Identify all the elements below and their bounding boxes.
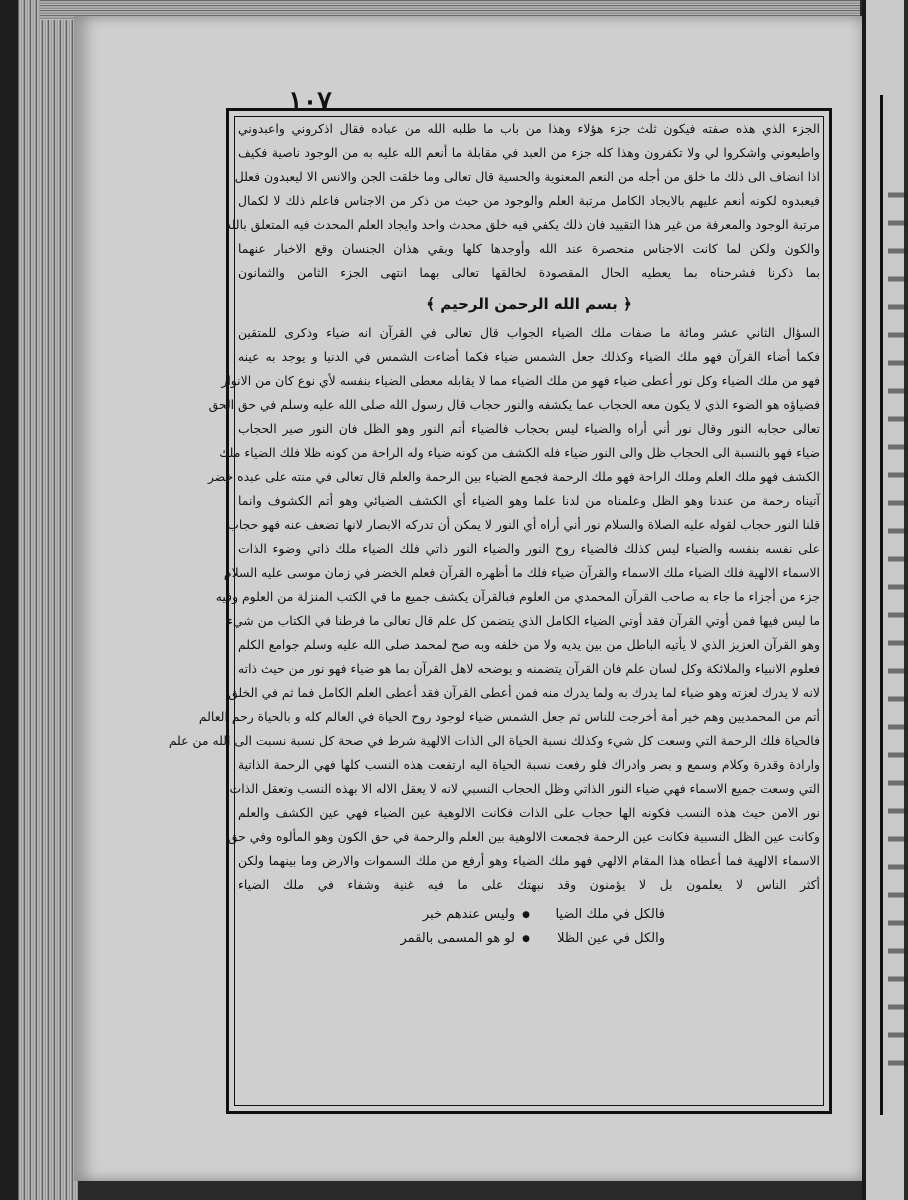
facing-page-text: [888, 180, 908, 1080]
text-line: جزء من أجزاء ما جاء به صاحب القرآن المحمدي من العلوم فبالقرآن يكشف جميع ما في الكتب المنزلة من العلوم وفيه: [215, 589, 820, 604]
verse-hemistich: فالكل في ملك الضيا: [555, 907, 665, 922]
text-line: التي وسعت جميع الاسماء فهي ضياء النور الذاتي وظل الحجاب النسبي لانه لا يعقل الاله الا بهذه النسب وتعقل الذات: [229, 781, 820, 796]
text-line: وارادة وقدرة وكلام وسمع و بصر وادراك فلو رفعت نسبة الحياة اليه ارتفعت هذه النسب كلها فهي الرحمة الذاتية: [238, 757, 820, 772]
text-line: مرتبة الوجود والمعرفة من غير هذا التقييد فان ذلك يكفي فيه خلق محدث واحد وايجاد العلم المحدث فيه المتعلق بالله: [225, 217, 820, 232]
verse-hemistich: لو هو المسمى بالقمر: [400, 931, 515, 946]
basmala-heading: ﴿ بسم الله الرحمن الرحيم ﴾: [426, 295, 632, 313]
text-line: السؤال الثاني عشر ومائة ما صفات ملك الضياء الجواب قال تعالى في القرآن انه ضياء وذكرى للمتقين: [238, 325, 820, 340]
text-line: فضياؤه هو الضوء الذي لا يكون معه الحجاب عما يكشفه والنور حجاب قال رسول الله صلى الله عليه وسلم في حق الحق: [208, 397, 820, 412]
text-line: فكما أضاء القرآن فهو ملك الضياء وكذلك جعل الشمس ضياء فكما أضاءت الشمس في الدنيا و يوجد به عينه: [238, 349, 820, 364]
text-line: آتيناه رحمة من عندنا وهو الظل وعلمناه من لدنا علما وهو الضياء أي الكشف الضيائي وهو أتم الكشوف وانما: [238, 493, 820, 508]
text-line: واطيعوني واشكروا لي ولا تكفرون وهذا كله جزء من العبد في مقابلة ما أنعم الله عليه به من الوجود ناصية فكيف: [238, 145, 820, 160]
text-line: الاسماء الالهية فما أعطاه هذا المقام الالهي فهو ملك الضياء وهو أرفع من ملك السموات والارض وما بينهما ولكن: [238, 853, 820, 868]
text-line: ضياء فهو بالنسبة الى الحجاب ظل والى النور ضياء فله الكشف من كونه ضياء وله الراحة من كونه ظلا فلك الضياء ملك: [219, 445, 820, 460]
text-line: قلنا النور حجاب لقوله عليه الصلاة والسلام نور أني أراه أي النور لا يمكن أن تدركه الابصار لانها تضعف عنه فهو حجاب: [227, 517, 820, 532]
text-line: فعلوم الانبياء والملائكة وكل لسان علم فان القرآن يتضمنه و يوضحه لاهل القرآن بما هو ضياء فهو نور من حيث ذاته: [238, 661, 820, 676]
text-line: الكشف فهو ملك العلم وملك الراحة فهو ملك الرحمة فجمع الضياء بين الرحمة والعلم قال تعالى في منته على عبده خضر: [207, 469, 820, 484]
text-line: اذا انضاف الى ذلك ما خلق من أجله من النعم المعنوية والحسية قال تعالى وما خلقت الجن والانس الا ليعبدون فعلل: [234, 169, 820, 184]
text-line: ما ليس فيها فمن أوتي القرآن فقد أوتي الضياء الكامل الذي يتضمن كل علم قال تعالى ما فرطنا في الكتاب من شيء: [227, 613, 820, 628]
text-line: وهو القرآن العزيز الذي لا يأتيه الباطل من بين يديه ولا من خلفه وبه صح لمحمد صلى الله عليه وسلم جوامع الكلم: [238, 637, 820, 652]
verse-separator: ●: [522, 934, 530, 944]
text-line: فهو من ملك الضياء وكل نور أعطى ضياء فهو من ملك الضياء مما لا يقابله معطى الضياء بنفسه لأي نوع كان من الانوار: [221, 373, 820, 388]
verse-hemistich: والكل في عين الظلا: [557, 931, 665, 946]
facing-page: [862, 0, 904, 1200]
text-line: نور الامن حيث هذه النسب فكونه الها حجاب على الذات فكانت الالوهية عين الضياء فهي عين الكشف والعلم: [238, 805, 820, 820]
text-line: لانه لا يدرك لعزته وهو ضياء لما يدرك به ولما يدرك منه فمن أعطى القرآن فقد أعطى العلم الكامل فما ثم في الخلق: [228, 685, 820, 700]
text-line: الجزء الذي هذه صفته فيكون ثلث جزء هؤلاء وهذا من باب ما طلبه الله من عباده فقال اذكروني واعبدوني: [238, 121, 820, 136]
text-line: وكانت عين الظل النسبية فكانت عين الرحمة فجمعت الالوهية بين العلم والرحمة في حق الكون وهو المألوه وفي حق: [227, 829, 820, 844]
text-line: أتم من المحمديين وهم خير أمة أخرجت للناس ثم جعل الشمس ضياء لوجود روح الحياة في العالم كله و بالحياة رحم العالم: [198, 709, 820, 724]
book-binding-shadow: [0, 0, 18, 1200]
text-line: الاسماء الالهية فلك الضياء ملك الاسماء والقرآن ضياء فلك ما أظهره القرآن فعلم الخضر في زمان موسى عليه السلام: [223, 565, 820, 580]
text-line: تعالى حجابه النور وقال نور أني أراه والضياء ليس بحجاب فالضياء أتم النور وهو الظل فان النور صير الحجاب: [238, 421, 820, 436]
verse-hemistich: وليس عندهم خبر: [422, 907, 515, 922]
text-line: فالحياة فلك الرحمة التي وسعت كل شيء وكذلك نسبة الحياة الى الذات الالهية شرط في صحة كل نسبة نسبت الى الله من علم: [168, 733, 820, 748]
facing-page-frame: [880, 95, 883, 1115]
text-line: على نفسه بنفسه والضياء ليس كذلك فالضياء روح النور والضياء النور ذاتي فلك الضياء ملك ذاتي وضوء الذات: [238, 541, 820, 556]
text-line: والكون ولكن لما كانت الاجناس منحصرة عند الله وأوجدها كلها وبقي هذان الجنسان وقع الاخبار عنهما: [238, 241, 820, 256]
text-block: [168, 117, 820, 1102]
text-line: بما ذكرنا فشرحناه بما يعطيه الحال المقصودة لخالقها تعالى بهما انتهى الجزء الثامن والثمانون: [238, 265, 820, 280]
text-line: أكثر الناس لا يعلمون بل لا يؤمنون وقد نبهتك على ما فيه غنية وشفاء في ملك الضياء: [238, 877, 820, 892]
page-number: ١٠٧: [288, 86, 332, 117]
text-line: فيعبدوه لكونه أنعم عليهم بالايجاد الكامل مرتبة العلم والوجود من حيث من ذكر من الاجناس فاعلم ذلك لا لكمال: [238, 193, 820, 208]
verse-separator: ●: [522, 910, 530, 920]
